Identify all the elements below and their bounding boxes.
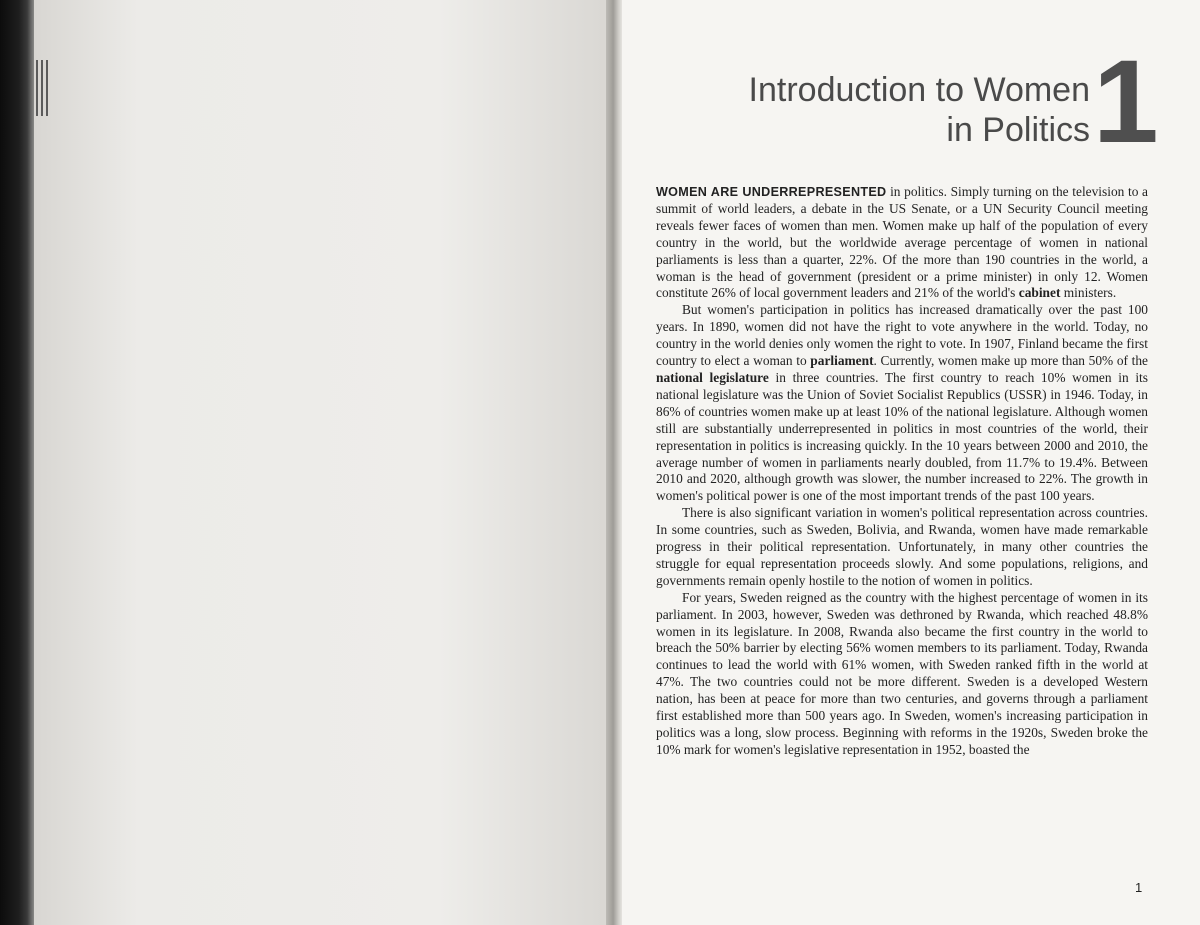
glossary-term-cabinet: cabinet [1018,285,1061,301]
chapter-title [650,70,1090,150]
binding-marks [36,60,50,120]
paragraph-1-end: ministers. [1060,285,1117,301]
glossary-term-national-legislature: national legislature [656,369,769,385]
paragraph-2 [656,302,1148,505]
paragraph-2-text-b: . Currently, women make up more than 50% of the [873,353,1148,369]
paragraph-1-text: in politics. Simply turning on the television to a summit of world leaders, a debate in the US Senate, or a UN Security Council meeting reveals fewer faces of women than men. Women make up half of the population of every country in the world, but the worldwide average percentage of women in national parliaments is less than a quarter, 22%. Of the more than 190 countries in the world, a woman is the head of government (president or a prime minister) in only 12. Women constitute 26% of local government leaders and 21% of the world's [656,184,1148,301]
glossary-term-parliament: parliament [810,353,874,369]
chapter-title-line-1: Introduction to Women [748,71,1090,109]
left-page-blank [34,0,612,925]
chapter-title-line-2: in Politics [946,111,1090,149]
chapter-body [656,184,1148,759]
paragraph-2-text-a: But women's participation in politics has increased dramatically over the past 100 years. In 1890, women did not have the right to vote anywhere in the world. Today, no country in the world denies only women the right to vote. In 1907, Finland became the first country to elect a woman to [656,302,1148,369]
chapter-number: 1 [1093,36,1159,168]
book-edge-shadow [0,0,34,925]
paragraph-1 [656,184,1148,302]
paragraph-3: There is also significant variation in women's political representation across countries. In some countries, such as Sweden, Bolivia, and Rwanda, women have made remarkable progress in their political representation. Unfortunately, in many other countries the struggle for equal representation proceeds slowly. And some populations, religions, and governments remain openly hostile to the notion of women in politics. [656,505,1148,588]
lead-in-text: WOMEN ARE UNDERREPRESENTED [656,185,887,199]
paragraph-2-text-c: in three countries. The first country to reach 10% women in its national legislature was the Union of Soviet Socialist Republics (USSR) in 1946. Today, in 86% of countries women make up at least 10% of the national legislature. Although women still are substantially underrepresented in politics in most countries of the world, their representation in politics is increasing quickly. In the 10 years between 2000 and 2010, the average number of women in parliaments nearly doubled, from 11.7% to 19.4%. Between 2010 and 2020, although growth was slower, the number increased to 22%. The growth in women's political power is one of the most important trends of the past 100 years. [656,369,1148,504]
page-number: 1 [1135,880,1143,895]
paragraph-4: For years, Sweden reigned as the country with the highest percentage of women in its parliament. In 2003, however, Sweden was dethroned by Rwanda, which reached 48.8% women in its legislature. In 2008, Rwanda also became the first country in the world to breach the 50% barrier by electing 56% women members to its parliament. Today, Rwanda continues to lead the world with 61% women, with Sweden ranked fifth in the world at 47%. The two countries could not be more different. Sweden is a developed Western nation, has been at peace for more than two centuries, and governs through a parliament first established more than 500 years ago. In Sweden, women's increasing participation in politics was a long, slow process. Beginning with reforms in the 1920s, Sweden broke the 10% mark for women's legislative representation in 1952, boasted the [656,589,1148,757]
